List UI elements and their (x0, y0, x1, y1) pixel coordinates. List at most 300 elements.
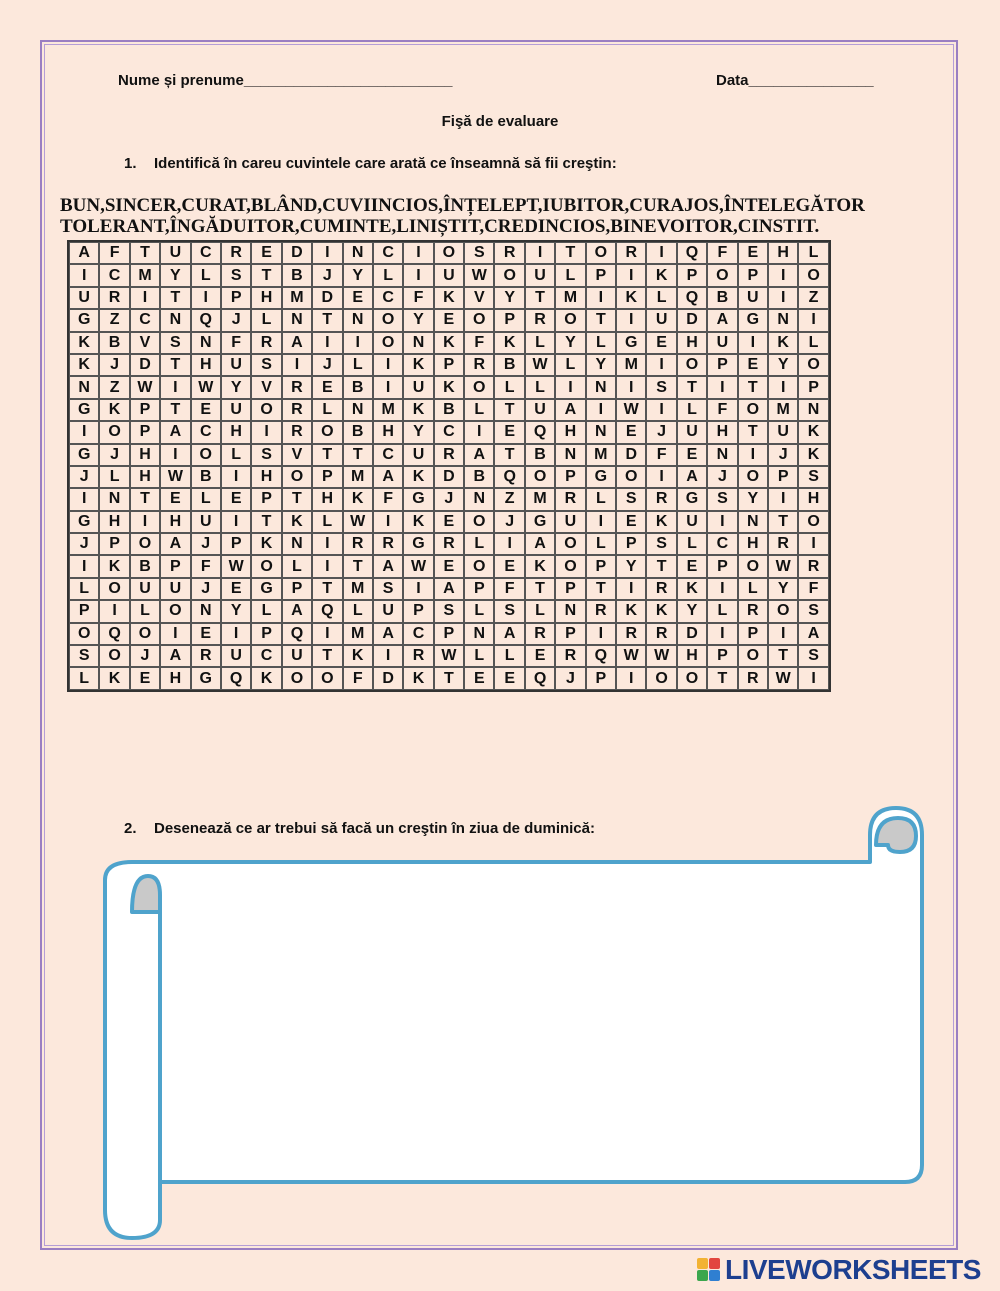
grid-cell[interactable]: P (312, 466, 342, 488)
grid-cell[interactable]: F (464, 332, 494, 354)
grid-cell[interactable]: T (130, 488, 160, 510)
grid-cell[interactable]: R (646, 578, 676, 600)
grid-cell[interactable]: R (646, 488, 676, 510)
grid-cell[interactable]: U (555, 511, 585, 533)
grid-cell[interactable]: I (646, 466, 676, 488)
grid-cell[interactable]: A (555, 399, 585, 421)
grid-cell[interactable]: N (343, 399, 373, 421)
grid-cell[interactable]: P (282, 578, 312, 600)
grid-cell[interactable]: L (798, 242, 828, 264)
grid-cell[interactable]: Y (738, 488, 768, 510)
grid-cell[interactable]: A (798, 623, 828, 645)
grid-cell[interactable]: I (616, 578, 646, 600)
grid-cell[interactable]: L (191, 488, 221, 510)
grid-cell[interactable]: O (738, 555, 768, 577)
grid-cell[interactable]: I (586, 287, 616, 309)
grid-cell[interactable]: O (130, 533, 160, 555)
grid-cell[interactable]: R (586, 600, 616, 622)
grid-cell[interactable]: I (251, 421, 281, 443)
grid-cell[interactable]: A (373, 623, 403, 645)
grid-cell[interactable]: I (403, 264, 433, 286)
grid-cell[interactable]: N (738, 511, 768, 533)
grid-cell[interactable]: L (464, 645, 494, 667)
grid-cell[interactable]: S (798, 645, 828, 667)
grid-cell[interactable]: I (373, 354, 403, 376)
grid-cell[interactable]: L (130, 600, 160, 622)
grid-cell[interactable]: F (494, 578, 524, 600)
grid-cell[interactable]: L (464, 600, 494, 622)
grid-cell[interactable]: P (99, 533, 129, 555)
grid-cell[interactable]: L (69, 578, 99, 600)
grid-cell[interactable]: T (586, 578, 616, 600)
grid-cell[interactable]: F (99, 242, 129, 264)
grid-cell[interactable]: P (464, 578, 494, 600)
grid-cell[interactable]: Q (677, 287, 707, 309)
grid-cell[interactable]: I (373, 511, 403, 533)
grid-cell[interactable]: P (434, 354, 464, 376)
grid-cell[interactable]: I (768, 264, 798, 286)
grid-cell[interactable]: K (494, 332, 524, 354)
grid-cell[interactable]: J (312, 264, 342, 286)
grid-cell[interactable]: B (191, 466, 221, 488)
grid-cell[interactable]: O (312, 421, 342, 443)
grid-cell[interactable]: U (160, 578, 190, 600)
grid-cell[interactable]: E (130, 667, 160, 689)
grid-cell[interactable]: E (251, 242, 281, 264)
grid-cell[interactable]: O (282, 466, 312, 488)
grid-cell[interactable]: H (312, 488, 342, 510)
grid-cell[interactable]: I (768, 623, 798, 645)
grid-cell[interactable]: A (464, 444, 494, 466)
grid-cell[interactable]: O (160, 600, 190, 622)
grid-cell[interactable]: O (464, 511, 494, 533)
grid-cell[interactable]: E (464, 667, 494, 689)
grid-cell[interactable]: O (768, 600, 798, 622)
grid-cell[interactable]: S (221, 264, 251, 286)
grid-cell[interactable]: W (221, 555, 251, 577)
grid-cell[interactable]: U (221, 399, 251, 421)
grid-cell[interactable]: U (677, 421, 707, 443)
grid-cell[interactable]: G (69, 309, 99, 331)
grid-cell[interactable]: W (434, 645, 464, 667)
grid-cell[interactable]: G (738, 309, 768, 331)
grid-cell[interactable]: I (312, 332, 342, 354)
grid-cell[interactable]: O (464, 555, 494, 577)
grid-cell[interactable]: I (69, 488, 99, 510)
grid-cell[interactable]: E (525, 645, 555, 667)
grid-cell[interactable]: P (494, 309, 524, 331)
grid-cell[interactable]: T (160, 287, 190, 309)
grid-cell[interactable]: D (677, 309, 707, 331)
grid-cell[interactable]: J (99, 354, 129, 376)
grid-cell[interactable]: I (69, 421, 99, 443)
grid-cell[interactable]: P (251, 488, 281, 510)
grid-cell[interactable]: I (343, 332, 373, 354)
grid-cell[interactable]: P (555, 466, 585, 488)
grid-cell[interactable]: C (403, 623, 433, 645)
grid-cell[interactable]: H (251, 466, 281, 488)
grid-cell[interactable]: I (373, 645, 403, 667)
grid-cell[interactable]: N (191, 600, 221, 622)
grid-cell[interactable]: O (434, 242, 464, 264)
grid-cell[interactable]: H (130, 466, 160, 488)
grid-cell[interactable]: P (555, 623, 585, 645)
grid-cell[interactable]: O (282, 667, 312, 689)
grid-cell[interactable]: L (494, 645, 524, 667)
grid-cell[interactable]: T (555, 242, 585, 264)
grid-cell[interactable]: S (160, 332, 190, 354)
grid-cell[interactable]: F (191, 555, 221, 577)
grid-cell[interactable]: G (251, 578, 281, 600)
grid-cell[interactable]: T (738, 376, 768, 398)
grid-cell[interactable]: W (403, 555, 433, 577)
grid-cell[interactable]: L (646, 287, 676, 309)
grid-cell[interactable]: I (707, 623, 737, 645)
grid-cell[interactable]: Y (616, 555, 646, 577)
grid-cell[interactable]: N (586, 421, 616, 443)
grid-cell[interactable]: T (312, 309, 342, 331)
grid-cell[interactable]: A (282, 600, 312, 622)
grid-cell[interactable]: K (646, 264, 676, 286)
grid-cell[interactable]: T (160, 399, 190, 421)
grid-cell[interactable]: I (768, 287, 798, 309)
grid-cell[interactable]: U (403, 444, 433, 466)
grid-cell[interactable]: G (69, 511, 99, 533)
grid-cell[interactable]: J (99, 444, 129, 466)
grid-cell[interactable]: R (616, 623, 646, 645)
grid-cell[interactable]: S (251, 354, 281, 376)
grid-cell[interactable]: T (768, 511, 798, 533)
grid-cell[interactable]: U (677, 511, 707, 533)
grid-cell[interactable]: H (160, 667, 190, 689)
grid-cell[interactable]: W (616, 399, 646, 421)
grid-cell[interactable]: R (282, 421, 312, 443)
grid-cell[interactable]: I (160, 623, 190, 645)
grid-cell[interactable]: P (130, 399, 160, 421)
grid-cell[interactable]: V (251, 376, 281, 398)
grid-cell[interactable]: K (99, 399, 129, 421)
grid-cell[interactable]: I (555, 376, 585, 398)
grid-cell[interactable]: J (494, 511, 524, 533)
grid-cell[interactable]: K (403, 466, 433, 488)
grid-cell[interactable]: I (312, 555, 342, 577)
grid-cell[interactable]: A (525, 533, 555, 555)
grid-cell[interactable]: T (494, 444, 524, 466)
grid-cell[interactable]: K (646, 600, 676, 622)
grid-cell[interactable]: G (403, 533, 433, 555)
grid-cell[interactable]: K (768, 332, 798, 354)
grid-cell[interactable]: U (738, 287, 768, 309)
grid-cell[interactable]: J (646, 421, 676, 443)
grid-cell[interactable]: P (555, 578, 585, 600)
grid-cell[interactable]: W (130, 376, 160, 398)
grid-cell[interactable]: P (403, 600, 433, 622)
grid-cell[interactable]: L (494, 376, 524, 398)
grid-cell[interactable]: E (616, 511, 646, 533)
grid-cell[interactable]: R (616, 242, 646, 264)
grid-cell[interactable]: Y (221, 376, 251, 398)
grid-cell[interactable]: T (130, 242, 160, 264)
grid-cell[interactable]: F (221, 332, 251, 354)
grid-cell[interactable]: J (191, 533, 221, 555)
grid-cell[interactable]: I (646, 354, 676, 376)
grid-cell[interactable]: D (616, 444, 646, 466)
grid-cell[interactable]: L (525, 376, 555, 398)
grid-cell[interactable]: L (798, 332, 828, 354)
grid-cell[interactable]: I (738, 332, 768, 354)
grid-cell[interactable]: I (160, 376, 190, 398)
grid-cell[interactable]: T (312, 578, 342, 600)
grid-cell[interactable]: I (312, 242, 342, 264)
grid-cell[interactable]: K (403, 511, 433, 533)
grid-cell[interactable]: C (434, 421, 464, 443)
grid-cell[interactable]: N (464, 488, 494, 510)
grid-cell[interactable]: P (160, 555, 190, 577)
grid-cell[interactable]: C (373, 287, 403, 309)
grid-cell[interactable]: T (251, 264, 281, 286)
grid-cell[interactable]: O (616, 466, 646, 488)
grid-cell[interactable]: I (69, 264, 99, 286)
grid-cell[interactable]: W (616, 645, 646, 667)
grid-cell[interactable]: T (251, 511, 281, 533)
grid-cell[interactable]: U (525, 399, 555, 421)
grid-cell[interactable]: K (99, 555, 129, 577)
grid-cell[interactable]: K (798, 444, 828, 466)
grid-cell[interactable]: B (282, 264, 312, 286)
grid-cell[interactable]: H (191, 354, 221, 376)
grid-cell[interactable]: I (191, 287, 221, 309)
grid-cell[interactable]: M (586, 444, 616, 466)
grid-cell[interactable]: K (798, 421, 828, 443)
grid-cell[interactable]: N (282, 533, 312, 555)
grid-cell[interactable]: Y (343, 264, 373, 286)
grid-cell[interactable]: H (707, 421, 737, 443)
grid-cell[interactable]: T (525, 578, 555, 600)
grid-cell[interactable]: P (69, 600, 99, 622)
grid-cell[interactable]: T (586, 309, 616, 331)
grid-cell[interactable]: N (464, 623, 494, 645)
grid-cell[interactable]: G (525, 511, 555, 533)
grid-cell[interactable]: E (738, 242, 768, 264)
grid-cell[interactable]: A (494, 623, 524, 645)
grid-cell[interactable]: M (343, 578, 373, 600)
grid-cell[interactable]: I (616, 309, 646, 331)
grid-cell[interactable]: T (343, 555, 373, 577)
grid-cell[interactable]: J (768, 444, 798, 466)
grid-cell[interactable]: L (312, 511, 342, 533)
grid-cell[interactable]: E (312, 376, 342, 398)
grid-cell[interactable]: V (282, 444, 312, 466)
grid-cell[interactable]: O (251, 555, 281, 577)
grid-cell[interactable]: R (646, 623, 676, 645)
grid-cell[interactable]: K (434, 287, 464, 309)
grid-cell[interactable]: P (221, 287, 251, 309)
grid-cell[interactable]: L (69, 667, 99, 689)
grid-cell[interactable]: I (707, 376, 737, 398)
grid-cell[interactable]: U (221, 645, 251, 667)
grid-cell[interactable]: L (343, 600, 373, 622)
grid-cell[interactable]: F (707, 399, 737, 421)
grid-cell[interactable]: J (312, 354, 342, 376)
grid-cell[interactable]: T (707, 667, 737, 689)
grid-cell[interactable]: K (343, 488, 373, 510)
grid-cell[interactable]: Y (555, 332, 585, 354)
grid-cell[interactable]: E (191, 623, 221, 645)
grid-cell[interactable]: H (677, 332, 707, 354)
grid-cell[interactable]: K (403, 354, 433, 376)
grid-cell[interactable]: L (677, 399, 707, 421)
grid-cell[interactable]: L (707, 600, 737, 622)
grid-cell[interactable]: U (403, 376, 433, 398)
grid-cell[interactable]: I (798, 667, 828, 689)
grid-cell[interactable]: I (646, 399, 676, 421)
grid-cell[interactable]: A (282, 332, 312, 354)
grid-cell[interactable]: I (403, 242, 433, 264)
grid-cell[interactable]: N (99, 488, 129, 510)
grid-cell[interactable]: W (191, 376, 221, 398)
grid-cell[interactable]: J (69, 466, 99, 488)
grid-cell[interactable]: M (130, 264, 160, 286)
grid-cell[interactable]: S (494, 600, 524, 622)
grid-cell[interactable]: E (434, 555, 464, 577)
grid-cell[interactable]: H (738, 533, 768, 555)
grid-cell[interactable]: H (373, 421, 403, 443)
grid-cell[interactable]: P (677, 264, 707, 286)
grid-cell[interactable]: O (373, 332, 403, 354)
grid-cell[interactable]: A (707, 309, 737, 331)
grid-cell[interactable]: I (130, 511, 160, 533)
grid-cell[interactable]: I (707, 578, 737, 600)
grid-cell[interactable]: U (768, 421, 798, 443)
grid-cell[interactable]: G (677, 488, 707, 510)
grid-cell[interactable]: R (738, 667, 768, 689)
grid-cell[interactable]: H (221, 421, 251, 443)
scroll-body[interactable] (105, 845, 922, 1238)
grid-cell[interactable]: O (373, 309, 403, 331)
grid-cell[interactable]: S (707, 488, 737, 510)
grid-cell[interactable]: Y (403, 309, 433, 331)
grid-cell[interactable]: Q (282, 623, 312, 645)
grid-cell[interactable]: O (555, 309, 585, 331)
grid-cell[interactable]: R (221, 242, 251, 264)
grid-cell[interactable]: F (343, 667, 373, 689)
grid-cell[interactable]: T (525, 287, 555, 309)
grid-cell[interactable]: E (494, 421, 524, 443)
grid-cell[interactable]: N (586, 376, 616, 398)
grid-cell[interactable]: O (525, 466, 555, 488)
grid-cell[interactable]: P (251, 623, 281, 645)
grid-cell[interactable]: I (99, 600, 129, 622)
grid-cell[interactable]: H (130, 444, 160, 466)
grid-cell[interactable]: P (768, 466, 798, 488)
grid-cell[interactable]: I (738, 444, 768, 466)
grid-cell[interactable]: R (434, 444, 464, 466)
grid-cell[interactable]: Q (525, 667, 555, 689)
grid-cell[interactable]: C (707, 533, 737, 555)
grid-cell[interactable]: F (707, 242, 737, 264)
grid-cell[interactable]: K (677, 578, 707, 600)
grid-cell[interactable]: L (738, 578, 768, 600)
grid-cell[interactable]: O (99, 578, 129, 600)
grid-cell[interactable]: I (221, 623, 251, 645)
grid-cell[interactable]: H (160, 511, 190, 533)
grid-cell[interactable]: R (251, 332, 281, 354)
grid-cell[interactable]: A (160, 645, 190, 667)
grid-cell[interactable]: G (403, 488, 433, 510)
grid-cell[interactable]: N (798, 399, 828, 421)
grid-cell[interactable]: T (677, 376, 707, 398)
grid-cell[interactable]: K (343, 645, 373, 667)
grid-cell[interactable]: L (343, 354, 373, 376)
grid-cell[interactable]: A (373, 555, 403, 577)
grid-cell[interactable]: K (251, 533, 281, 555)
grid-cell[interactable]: N (191, 332, 221, 354)
grid-cell[interactable]: P (221, 533, 251, 555)
grid-cell[interactable]: O (312, 667, 342, 689)
grid-cell[interactable]: F (646, 444, 676, 466)
grid-cell[interactable]: W (768, 667, 798, 689)
grid-cell[interactable]: F (373, 488, 403, 510)
grid-cell[interactable]: Y (221, 600, 251, 622)
grid-cell[interactable]: H (555, 421, 585, 443)
grid-cell[interactable]: O (738, 399, 768, 421)
grid-cell[interactable]: O (798, 354, 828, 376)
grid-cell[interactable]: I (616, 667, 646, 689)
grid-cell[interactable]: Q (494, 466, 524, 488)
grid-cell[interactable]: E (738, 354, 768, 376)
grid-cell[interactable]: B (494, 354, 524, 376)
grid-cell[interactable]: R (99, 287, 129, 309)
grid-cell[interactable]: I (494, 533, 524, 555)
grid-cell[interactable]: B (434, 399, 464, 421)
grid-cell[interactable]: P (738, 623, 768, 645)
grid-cell[interactable]: I (798, 309, 828, 331)
grid-cell[interactable]: R (282, 376, 312, 398)
grid-cell[interactable]: L (221, 444, 251, 466)
grid-cell[interactable]: K (434, 332, 464, 354)
grid-cell[interactable]: P (586, 264, 616, 286)
grid-cell[interactable]: R (191, 645, 221, 667)
grid-cell[interactable]: R (525, 309, 555, 331)
grid-cell[interactable]: E (343, 287, 373, 309)
grid-cell[interactable]: P (707, 555, 737, 577)
grid-cell[interactable]: E (221, 488, 251, 510)
grid-cell[interactable]: N (555, 600, 585, 622)
grid-cell[interactable]: H (768, 242, 798, 264)
grid-cell[interactable]: Y (160, 264, 190, 286)
grid-cell[interactable]: I (282, 354, 312, 376)
grid-cell[interactable]: R (798, 555, 828, 577)
grid-cell[interactable]: I (616, 264, 646, 286)
grid-cell[interactable]: I (586, 511, 616, 533)
grid-cell[interactable]: K (646, 511, 676, 533)
grid-cell[interactable]: B (99, 332, 129, 354)
grid-cell[interactable]: Q (586, 645, 616, 667)
grid-cell[interactable]: Y (586, 354, 616, 376)
grid-cell[interactable]: D (130, 354, 160, 376)
grid-cell[interactable]: N (69, 376, 99, 398)
grid-cell[interactable]: G (586, 466, 616, 488)
grid-cell[interactable]: H (99, 511, 129, 533)
grid-cell[interactable]: T (312, 444, 342, 466)
grid-cell[interactable]: L (677, 533, 707, 555)
grid-cell[interactable]: O (251, 399, 281, 421)
grid-cell[interactable]: S (464, 242, 494, 264)
grid-cell[interactable]: I (160, 444, 190, 466)
grid-cell[interactable]: J (555, 667, 585, 689)
grid-cell[interactable]: K (282, 511, 312, 533)
grid-cell[interactable]: D (282, 242, 312, 264)
